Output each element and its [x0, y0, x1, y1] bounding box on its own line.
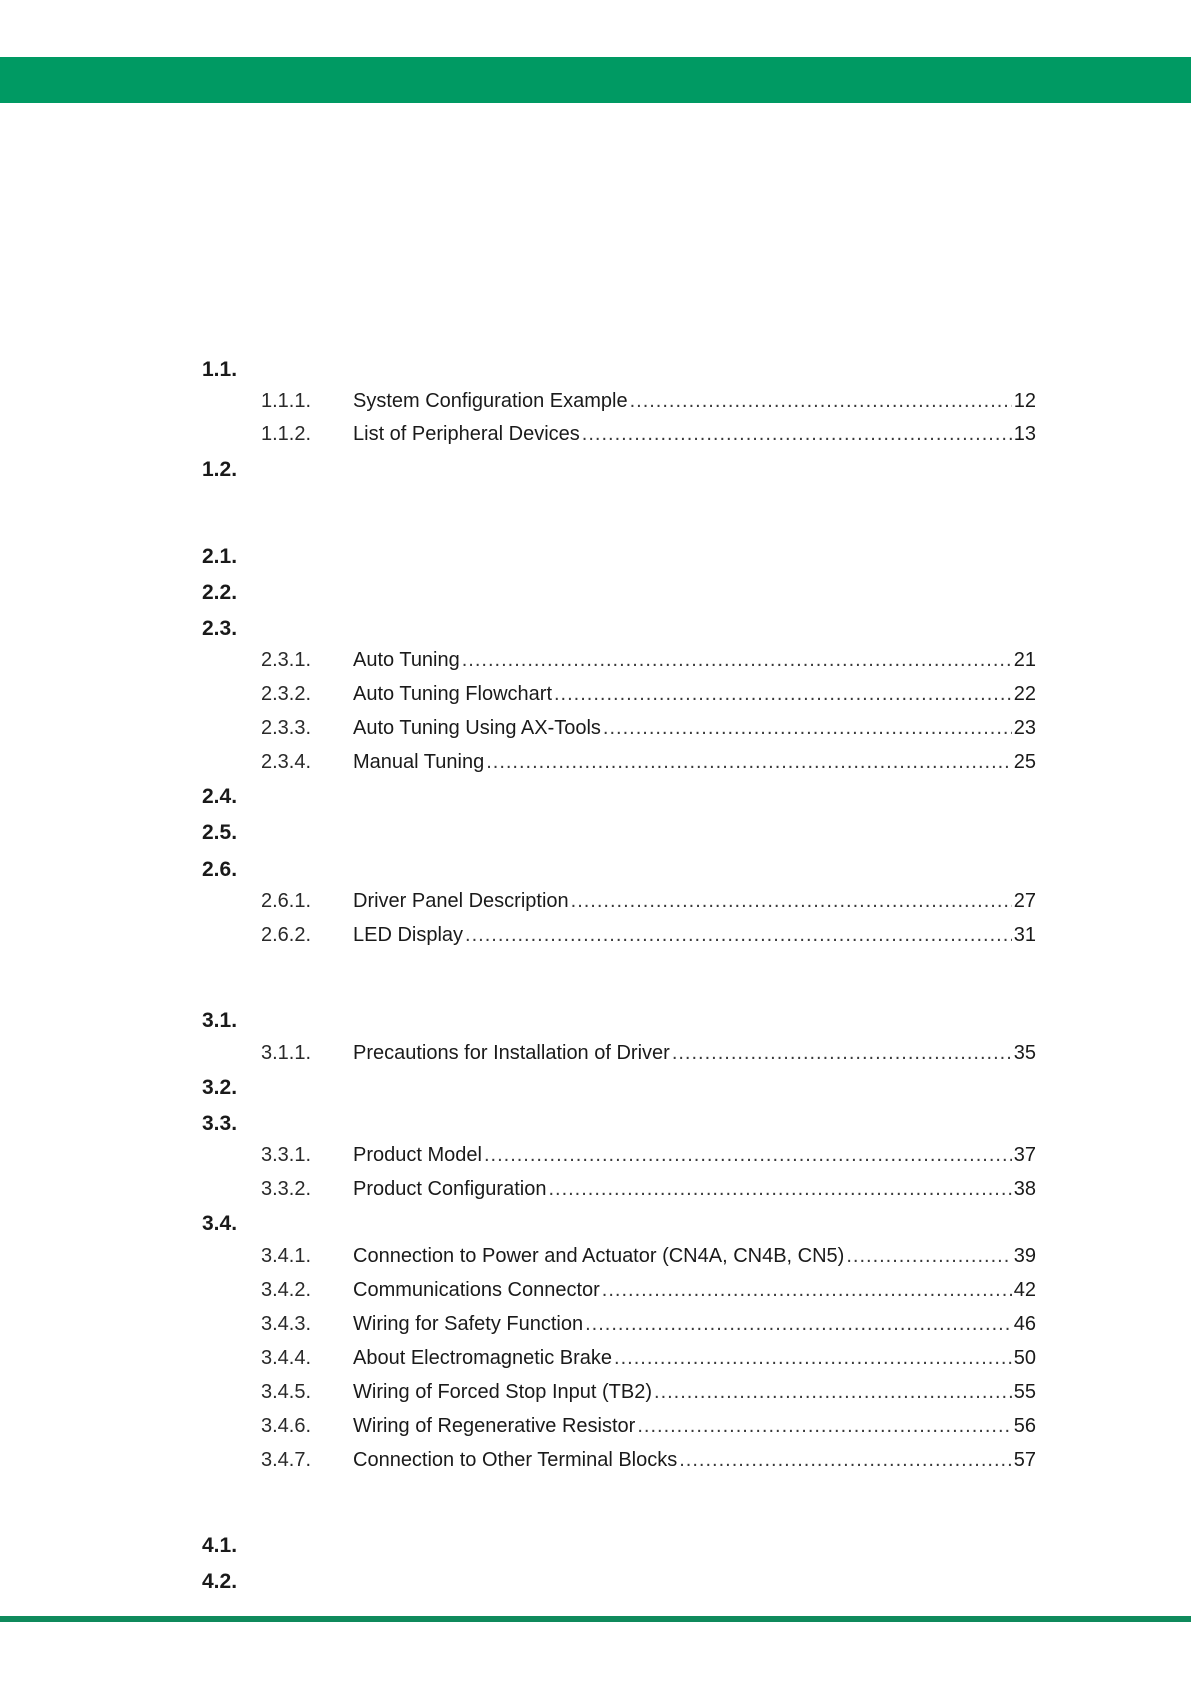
dot-leader [630, 386, 1012, 416]
toc-entry-1-1-1[interactable] [0, 386, 1191, 416]
dot-leader [582, 419, 1012, 449]
toc-section-1-2[interactable] [0, 455, 1191, 485]
dot-leader [585, 1309, 1012, 1339]
toc-section-3-1[interactable] [0, 1006, 1191, 1036]
dot-leader [484, 1140, 1012, 1170]
toc-section-3-3[interactable] [0, 1109, 1191, 1139]
toc-entry-2-3-1[interactable] [0, 645, 1191, 675]
entry-number: 2.3.4. [261, 751, 312, 773]
section-number: 3.2. [202, 1076, 238, 1099]
toc-entry-2-6-1[interactable] [0, 886, 1191, 916]
toc-section-3-4[interactable] [0, 1209, 1191, 1239]
toc-section-2-4[interactable] [0, 782, 1191, 812]
toc-entry-2-3-4[interactable] [0, 747, 1191, 777]
toc-entry-2-3-3[interactable] [0, 713, 1191, 743]
entry-title: Auto Tuning Using AX-Tools [353, 717, 601, 739]
entry-title: Connection to Other Terminal Blocks [353, 1449, 678, 1471]
page-number: 37 [1013, 1144, 1036, 1166]
entry-title: Precautions for Installation of Driver [353, 1042, 670, 1064]
entry-title: Manual Tuning [353, 751, 485, 773]
entry-title: LED Display [353, 924, 464, 946]
page-number: 22 [1013, 683, 1036, 705]
toc-section-2-2[interactable] [0, 578, 1191, 608]
entry-title: System Configuration Example [353, 390, 628, 412]
toc-section-4-1[interactable] [0, 1531, 1191, 1561]
dot-leader [554, 679, 1012, 709]
toc-section-2-3[interactable] [0, 614, 1191, 644]
section-number: 3.3. [202, 1112, 238, 1135]
page-number: 38 [1013, 1178, 1036, 1200]
entry-number: 2.6.1. [261, 890, 312, 912]
entry-number: 3.4.6. [261, 1415, 312, 1437]
entry-number: 3.4.4. [261, 1347, 312, 1369]
dot-leader [465, 920, 1012, 950]
entry-title: Connection to Power and Actuator (CN4A, CN4B, CN5) [353, 1245, 845, 1267]
toc-entry-3-3-1[interactable] [0, 1140, 1191, 1170]
dot-leader [637, 1411, 1011, 1441]
toc-entry-3-4-5[interactable] [0, 1377, 1191, 1407]
entry-number: 3.4.2. [261, 1279, 312, 1301]
dot-leader [603, 713, 1012, 743]
dot-leader [602, 1275, 1012, 1305]
section-number: 1.1. [202, 358, 238, 381]
entry-title: Driver Panel Description [353, 890, 569, 912]
entry-title: About Electromagnetic Brake [353, 1347, 613, 1369]
toc-entry-3-4-6[interactable] [0, 1411, 1191, 1441]
entry-title: Auto Tuning Flowchart [353, 683, 552, 705]
dot-leader [846, 1241, 1011, 1271]
dot-leader [679, 1445, 1012, 1475]
toc-section-2-1[interactable] [0, 542, 1191, 572]
dot-leader [486, 747, 1012, 777]
dot-leader [614, 1343, 1012, 1373]
section-number: 2.1. [202, 545, 238, 568]
toc-entry-3-4-7[interactable] [0, 1445, 1191, 1475]
entry-title: Product Model [353, 1144, 482, 1166]
page-number: 46 [1013, 1313, 1036, 1335]
entry-number: 3.4.1. [261, 1245, 312, 1267]
entry-number: 3.3.2. [261, 1178, 312, 1200]
entry-title: Wiring for Safety Function [353, 1313, 584, 1335]
page-number: 25 [1013, 751, 1036, 773]
entry-number: 1.1.1. [261, 390, 312, 412]
toc-entry-1-1-2[interactable] [0, 419, 1191, 449]
section-number: 2.3. [202, 617, 238, 640]
entry-number: 1.1.2. [261, 423, 312, 445]
entry-title: List of Peripheral Devices [353, 423, 580, 445]
toc-entry-2-3-2[interactable] [0, 679, 1191, 709]
page-number: 39 [1013, 1245, 1036, 1267]
dot-leader [548, 1174, 1011, 1204]
dot-leader [462, 645, 1012, 675]
section-number: 4.2. [202, 1570, 238, 1593]
toc-entry-3-3-2[interactable] [0, 1174, 1191, 1204]
toc-entry-3-4-3[interactable] [0, 1309, 1191, 1339]
entry-title: Communications Connector [353, 1279, 600, 1301]
page-number: 13 [1013, 423, 1036, 445]
dot-leader [654, 1377, 1012, 1407]
entry-title: Auto Tuning [353, 649, 460, 671]
toc-section-4-2[interactable] [0, 1567, 1191, 1597]
page-number: 35 [1013, 1042, 1036, 1064]
dot-leader [672, 1038, 1012, 1068]
page-number: 23 [1013, 717, 1036, 739]
page-number: 50 [1013, 1347, 1036, 1369]
page-number: 31 [1013, 924, 1036, 946]
toc-section-3-2[interactable] [0, 1073, 1191, 1103]
section-number: 2.4. [202, 785, 238, 808]
entry-number: 2.3.1. [261, 649, 312, 671]
section-number: 2.5. [202, 821, 238, 844]
page-number: 21 [1013, 649, 1036, 671]
section-number: 2.2. [202, 581, 238, 604]
section-number: 4.1. [202, 1534, 238, 1557]
toc-entry-3-4-4[interactable] [0, 1343, 1191, 1373]
entry-title: Wiring of Forced Stop Input (TB2) [353, 1381, 653, 1403]
section-number: 3.1. [202, 1009, 238, 1032]
page-number: 42 [1013, 1279, 1036, 1301]
toc-entry-2-6-2[interactable] [0, 920, 1191, 950]
toc-section-1-1[interactable] [0, 355, 1191, 385]
entry-title: Product Configuration [353, 1178, 547, 1200]
page-number: 55 [1013, 1381, 1036, 1403]
entry-number: 2.3.3. [261, 717, 312, 739]
entry-number: 3.4.5. [261, 1381, 312, 1403]
entry-number: 3.4.3. [261, 1313, 312, 1335]
toc-section-2-5[interactable] [0, 818, 1191, 848]
toc-entry-3-4-2[interactable] [0, 1275, 1191, 1305]
header-band [0, 57, 1191, 103]
toc-entry-3-4-1[interactable] [0, 1241, 1191, 1271]
page-number: 27 [1013, 890, 1036, 912]
entry-number: 2.3.2. [261, 683, 312, 705]
entry-title: Wiring of Regenerative Resistor [353, 1415, 636, 1437]
section-number: 1.2. [202, 458, 238, 481]
section-number: 3.4. [202, 1212, 238, 1235]
page-number: 57 [1013, 1449, 1036, 1471]
toc-entry-3-1-1[interactable] [0, 1038, 1191, 1068]
page-number: 12 [1013, 390, 1036, 412]
dot-leader [571, 886, 1012, 916]
entry-number: 3.1.1. [261, 1042, 312, 1064]
footer-rule [0, 1616, 1191, 1622]
page-number: 56 [1013, 1415, 1036, 1437]
entry-number: 2.6.2. [261, 924, 312, 946]
entry-number: 3.4.7. [261, 1449, 312, 1471]
section-number: 2.6. [202, 858, 238, 881]
entry-number: 3.3.1. [261, 1144, 312, 1166]
toc-section-2-6[interactable] [0, 855, 1191, 885]
